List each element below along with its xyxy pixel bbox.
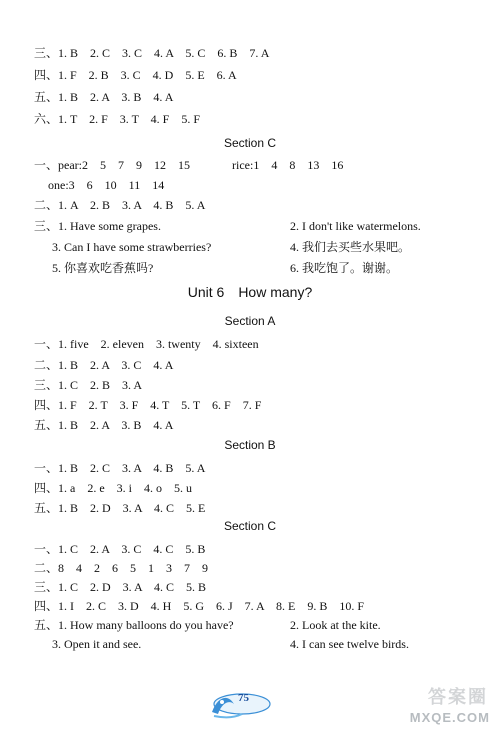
answer-line: 四、1. F 2. T 3. F 4. T 5. T 6. F 7. F	[34, 398, 262, 412]
answer-line: 一、1. five 2. eleven 3. twenty 4. sixteen	[34, 337, 259, 351]
answer-line: 6. 我吃饱了。谢谢。	[290, 261, 399, 275]
answer-line: 六、1. T 2. F 3. T 4. F 5. F	[34, 112, 201, 126]
page-number: 75	[238, 692, 249, 704]
answer-line: 3. Can I have some strawberries?	[52, 240, 212, 254]
answer-line: 4. I can see twelve birds.	[290, 637, 409, 651]
answer-line: 2. I don't like watermelons.	[290, 219, 421, 233]
answer-line: 2. Look at the kite.	[290, 618, 381, 632]
answer-line: 五、1. B 2. A 3. B 4. A	[34, 418, 174, 432]
answer-line: 一、1. B 2. C 3. A 4. B 5. A	[34, 461, 206, 475]
answer-line: 三、1. C 2. B 3. A	[34, 378, 143, 392]
answer-line: 4. 我们去买些水果吧。	[290, 240, 411, 254]
answer-line: one:3 6 10 11 14	[48, 178, 165, 192]
answer-line: 四、1. F 2. B 3. C 4. D 5. E 6. A	[34, 68, 237, 82]
unit-title: Unit 6 How many?	[187, 284, 313, 300]
section-b-heading: Section B	[224, 438, 276, 452]
watermark-cn: 答案圈	[428, 687, 488, 708]
answer-line: 五、1. How many balloons do you have?	[34, 618, 234, 632]
answer-line: 五、1. B 2. D 3. A 4. C 5. E	[34, 501, 206, 515]
page-number-badge	[208, 690, 292, 722]
answer-line: 3. Open it and see.	[52, 637, 142, 651]
answer-line: 一、pear:2 5 7 9 12 15	[34, 158, 190, 172]
section-a-heading: Section A	[224, 314, 276, 328]
answer-line: 四、1. I 2. C 3. D 4. H 5. G 6. J 7. A 8. E 9. B 10. F	[34, 599, 365, 613]
answer-line: 二、8 4 2 6 5 1 3 7 9	[34, 561, 209, 575]
page-badge-ornament-icon	[208, 690, 292, 722]
watermark-url: MXQE.COM	[409, 710, 490, 725]
answer-line: rice:1 4 8 13 16	[232, 158, 344, 172]
answer-line: 二、1. B 2. A 3. C 4. A	[34, 358, 174, 372]
answer-line: 二、1. A 2. B 3. A 4. B 5. A	[34, 198, 206, 212]
watermark-logo	[404, 685, 496, 731]
answer-line: 四、1. a 2. e 3. i 4. o 5. u	[34, 481, 192, 495]
answer-line: 三、1. C 2. D 3. A 4. C 5. B	[34, 580, 207, 594]
answer-line: 一、1. C 2. A 3. C 4. C 5. B	[34, 542, 206, 556]
answer-line: 三、1. B 2. C 3. C 4. A 5. C 6. B 7. A	[34, 46, 270, 60]
answer-line: 5. 你喜欢吃香蕉吗?	[52, 261, 154, 275]
answer-line: 三、1. Have some grapes.	[34, 219, 161, 233]
answer-line: 五、1. B 2. A 3. B 4. A	[34, 90, 174, 104]
section-c-heading: Section C	[223, 136, 277, 150]
section-c-heading-2: Section C	[223, 519, 277, 533]
